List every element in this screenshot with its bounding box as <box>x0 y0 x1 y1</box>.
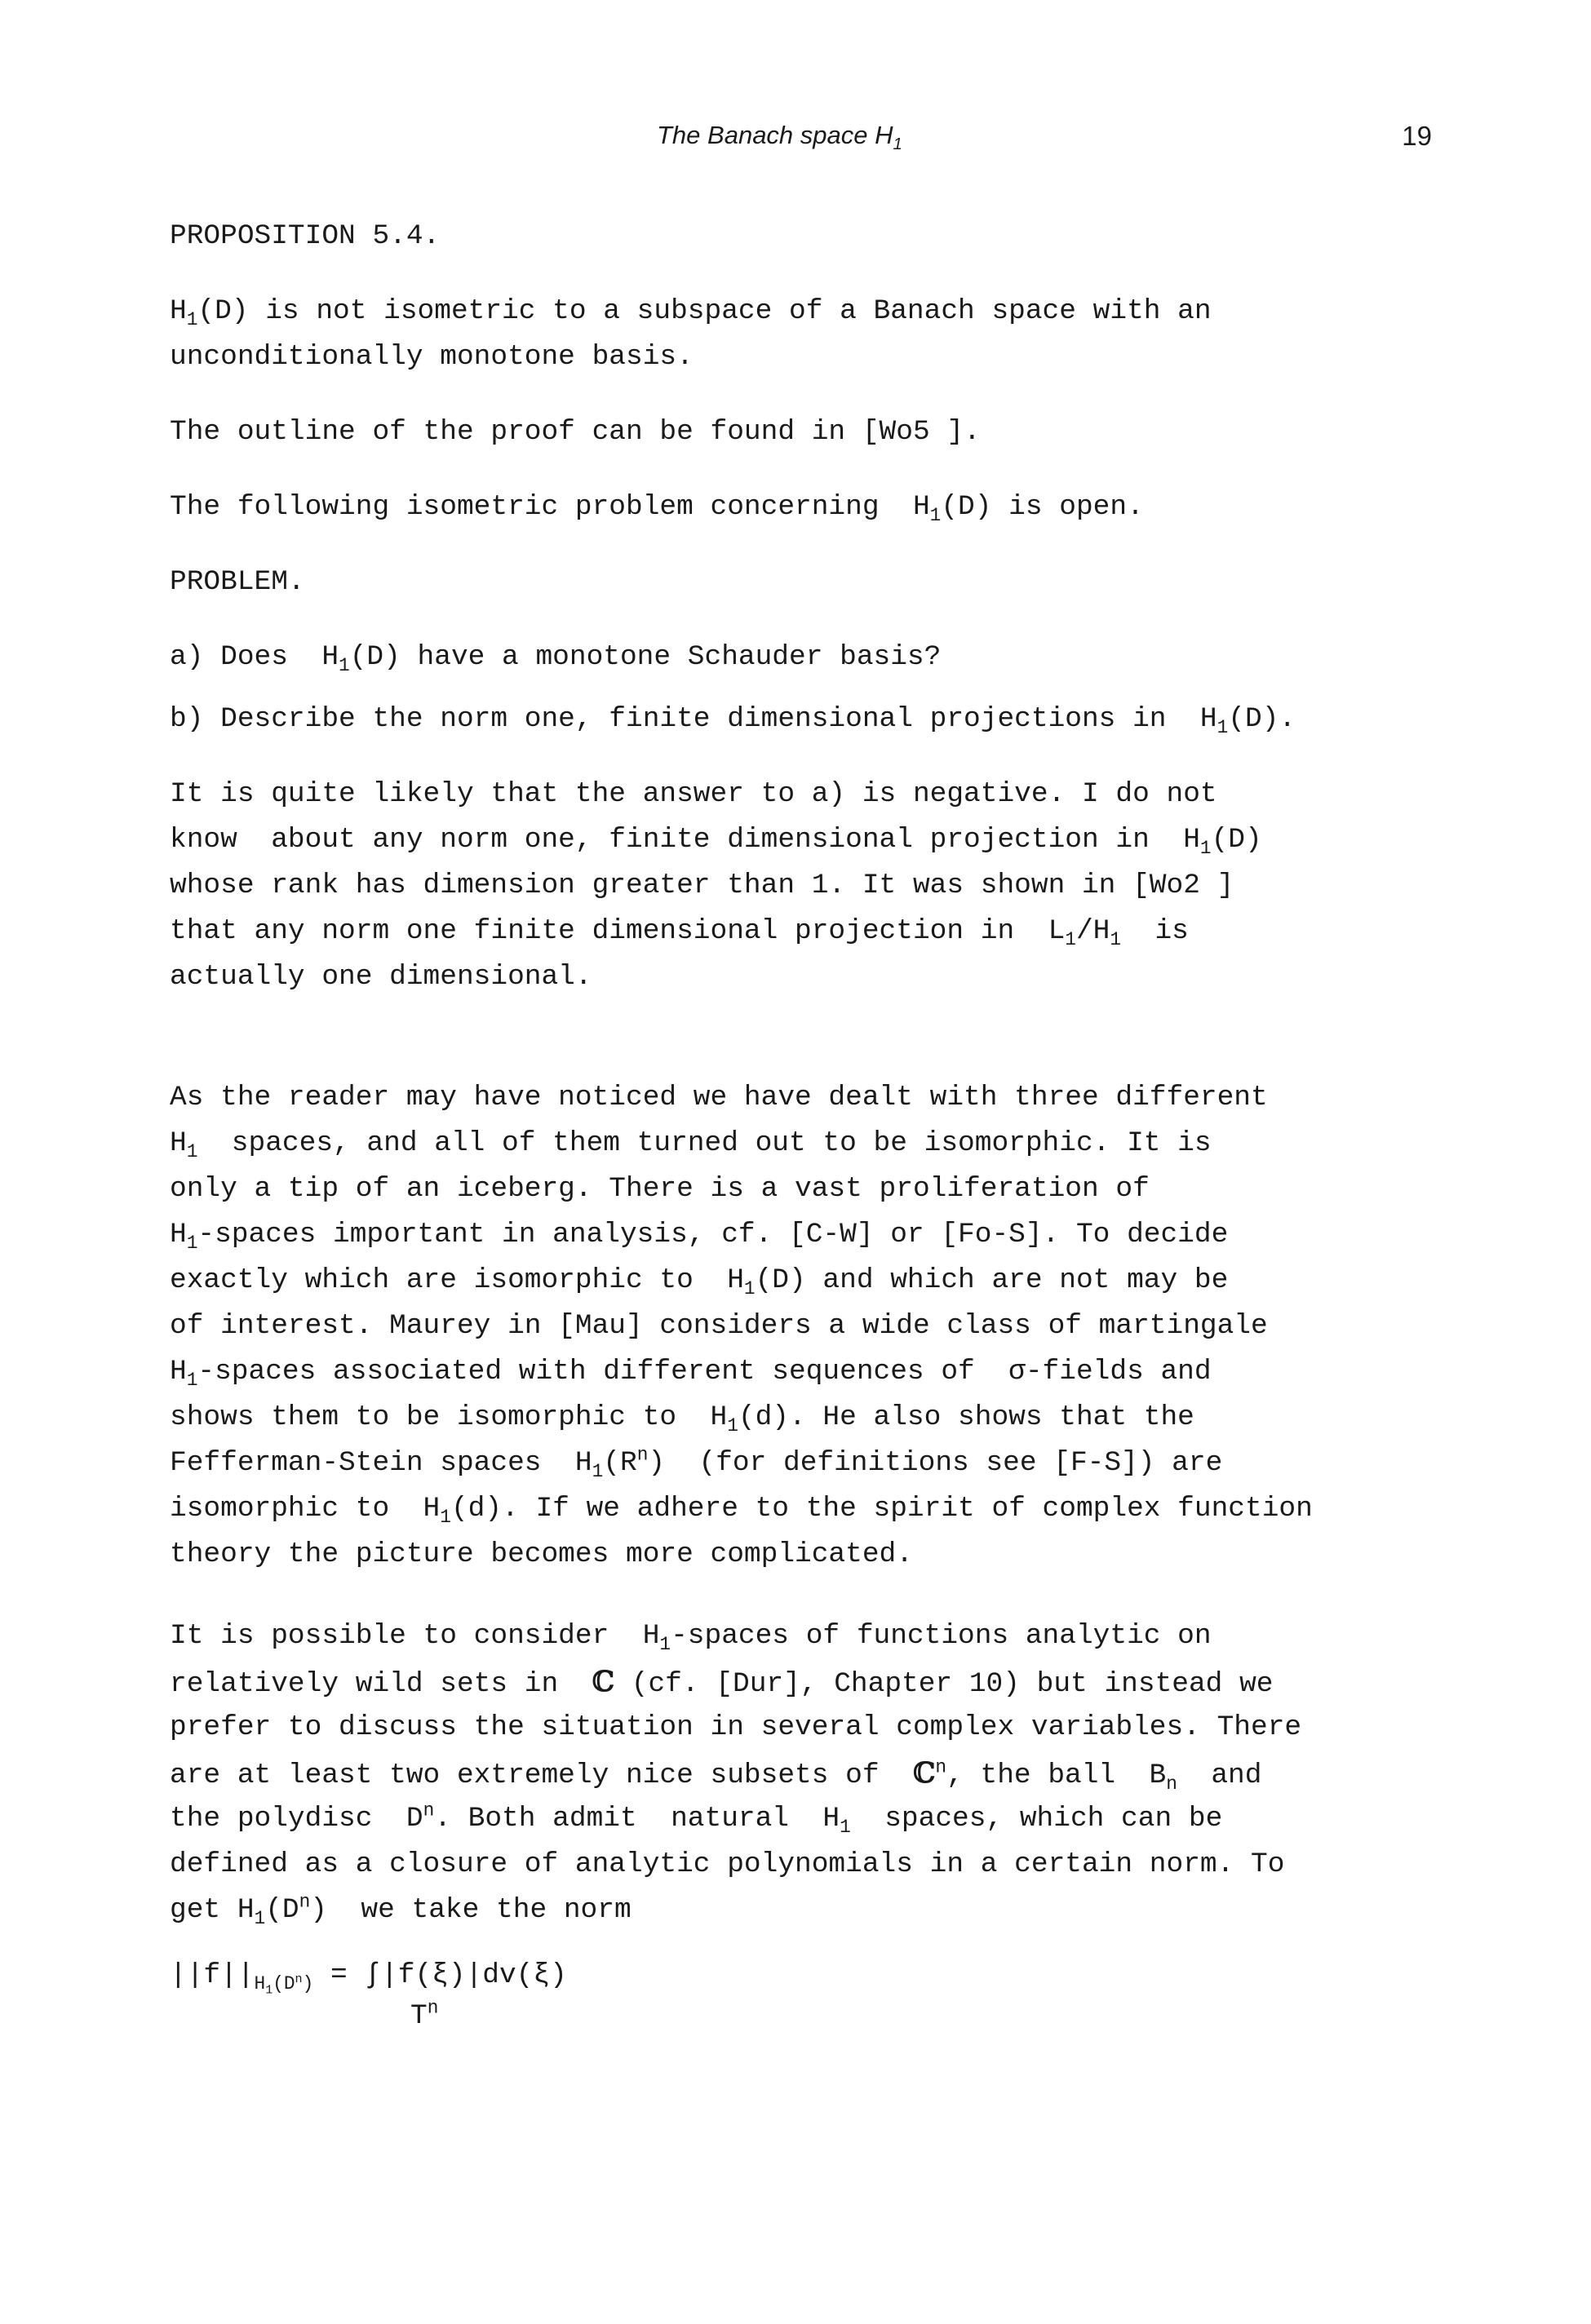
text-line: of interest. Maurey in [Mau] considers a wide class of martingale <box>170 1310 1268 1342</box>
text-line: It is possible to consider $H_1$-spaces of functions analytic on <box>170 1620 1212 1655</box>
problem-item-a: a) Does $H_1(D)$ have a monotone Schauder basis? <box>170 641 942 676</box>
complex-plane-symbol: ℂ <box>592 1666 615 1698</box>
text-line: theory the picture becomes more complicated. <box>170 1538 913 1570</box>
outline-sentence: The outline of the proof can be found in [Wo5 ]. <box>170 416 981 448</box>
text-line: are at least two extremely nice subsets of ℂ$^n$, the ball $B_n$ and <box>170 1756 1262 1795</box>
page-number: 19 <box>1402 121 1432 151</box>
text-line: exactly which are isomorphic to $H_1(D)$ and which are not may be <box>170 1264 1229 1299</box>
formula-main: $||f||_{H_1(D^n)} = \int|f(\xi)|dv(\xi)$ <box>170 1959 567 1998</box>
proposition-statement <box>170 289 1443 380</box>
text-line: whose rank has dimension greater than 1. It was shown in [Wo2 ] <box>170 870 1234 901</box>
integral-domain: $T^n$ <box>410 1997 439 2032</box>
text-line: $H_1$ spaces, and all of them turned out to be isomorphic. It is <box>170 1127 1212 1162</box>
problem-heading: PROBLEM. <box>170 566 305 598</box>
text-line: As the reader may have noticed we have dealt with three different <box>170 1082 1268 1113</box>
paragraph-discussion <box>170 772 1443 1000</box>
complex-plane-symbol: ℂ <box>912 1757 936 1790</box>
running-title-subscript: 1 <box>893 135 902 154</box>
norm-formula <box>170 1959 1443 2057</box>
text-line: that any norm one finite dimensional projection in $L_1/H_1$ is <box>170 915 1189 950</box>
text-line: only a tip of an iceberg. There is a vast proliferation of <box>170 1173 1150 1205</box>
text-line: unconditionally monotone basis. <box>170 341 694 373</box>
paragraph-several-variables <box>170 1614 1443 1933</box>
proposition-heading: PROPOSITION 5.4. <box>170 220 441 252</box>
text-line: get $H_1(D^n)$ we take the norm <box>170 1891 632 1929</box>
text-line: isomorphic to $H_1(d)$. If we adhere to the spirit of complex function <box>170 1493 1313 1528</box>
text-line: $H_1(D)$ is not isometric to a subspace of a Banach space with an <box>170 295 1212 330</box>
text-line: $H_1$-spaces important in analysis, cf. [C-W] or [Fo-S]. To decide <box>170 1219 1229 1254</box>
text-line: shows them to be isomorphic to $H_1(d)$. He also shows that the <box>170 1401 1194 1436</box>
page-body <box>170 214 1443 2057</box>
text-line: defined as a closure of analytic polynomials in a certain norm. To <box>170 1848 1285 1880</box>
text-line: It is quite likely that the answer to a) is negative. I do not <box>170 778 1217 810</box>
paragraph-h1-spaces <box>170 1075 1443 1578</box>
open-problem-sentence: The following isometric problem concerning $H_1(D)$ is open. <box>170 491 1144 526</box>
text-line: the polydisc $D^n$. Both admit natural $H_1$ spaces, which can be <box>170 1799 1223 1838</box>
text-line: Fefferman-Stein spaces $H_1(R^n)$ (for definitions see [F-S]) are <box>170 1444 1223 1482</box>
text-line: know about any norm one, finite dimensional projection in $H_1(D)$ <box>170 824 1262 859</box>
text-line: actually one dimensional. <box>170 961 592 993</box>
text-line: $H_1$-spaces associated with different sequences of σ-fields and <box>170 1356 1212 1391</box>
running-title-text: The Banach space H <box>657 121 893 149</box>
problem-item-b: b) Describe the norm one, finite dimensional projections in $H_1(D)$. <box>170 703 1296 738</box>
text-line: relatively wild sets in ℂ (cf. [Dur], Chapter 10) but instead we <box>170 1666 1274 1700</box>
text-line: prefer to discuss the situation in several complex variables. There <box>170 1711 1302 1743</box>
running-title <box>657 121 902 154</box>
